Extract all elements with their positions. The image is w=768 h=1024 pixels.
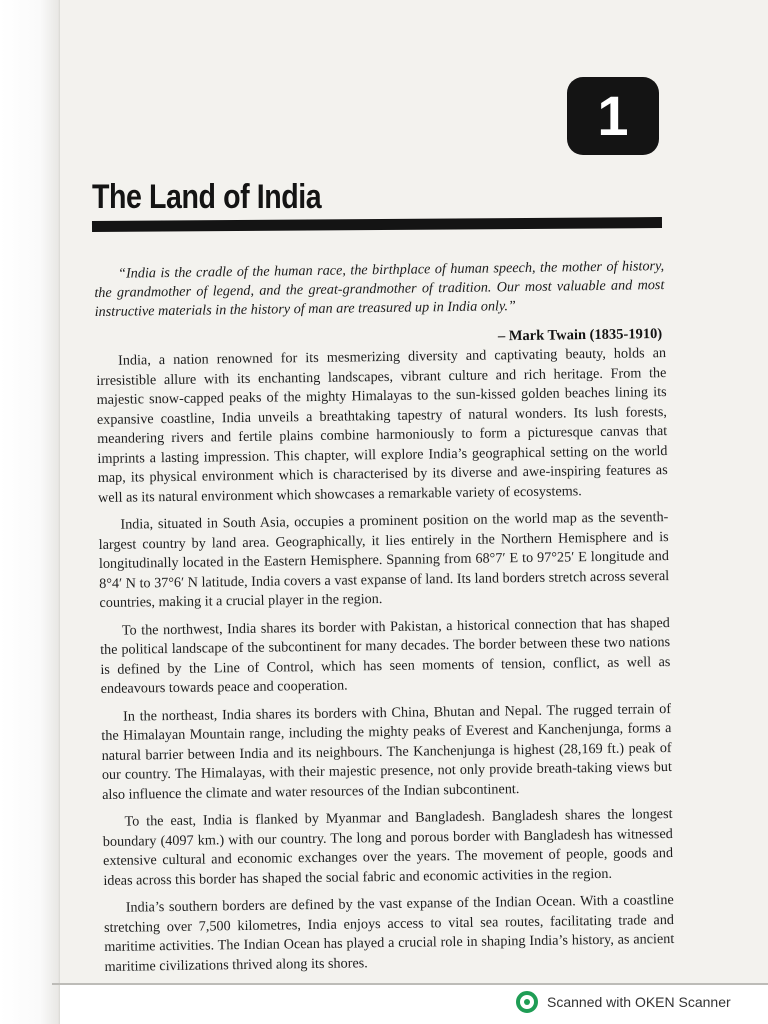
epigraph-attribution: – Mark Twain (1835-1910) [497, 326, 663, 345]
oken-scanner-icon [516, 991, 538, 1013]
watermark-text: Scanned with OKEN Scanner [547, 994, 731, 1010]
paragraph: In the northeast, India shares its borders with China, Bhutan and Nepal. The rugged terrain of the Himalayan Mountain range, including the mighty peaks of Everest and Kanchenjunga, forms a natural barrier between India and its neighbours. The Kanchenjunga is highest (28,169 ft.) peak of our country. The Himalayas, with their majestic presence, not only provide breath-taking views but also influence the climate and water resources of the Indian subcontinent. [101, 700, 672, 803]
paragraph: To the northwest, India shares its border with Pakistan, a historical connection that has shaped the political landscape of the subcontinent for many decades. The border between these two nations is defined by the Line of Control, which has seen moments of tension, conflict, as well as endeavours towards peace and cooperation. [100, 614, 671, 697]
chapter-body [96, 344, 675, 985]
paragraph: India’s southern borders are defined by the vast expanse of the Indian Ocean. With a coastline stretching over 7,500 kilometres, India enjoys access to vital sea routes, facilitating trade and maritime activities. The Indian Ocean has played a crucial role in shaping India’s history, as ancient maritime civilizations thrived along its shores. [103, 891, 675, 975]
paragraph: India, a nation renowned for its mesmerizing diversity and captivating beauty, holds an irresistible allure with its enchanting landscapes, vibrant culture and rich heritage. From the majestic snow-capped peaks of the mighty Himalayas to the sun-kissed golden beaches lining its expansive coastline, India unveils a breathtaking tapestry of natural wonders. Its lush forests, meandering rivers and fertile plains combine harmoniously to form a picturesque canvas that imprints a lasting impression. This chapter, will explore India’s geographical setting on the world map, its physical environment which is characterised by its diverse and awe-inspiring features as well as its natural environment which showcases a remarkable variety of ecosystems. [96, 345, 668, 506]
chapter-number-badge: 1 [567, 77, 659, 155]
page-bottom-edge [52, 983, 768, 985]
paragraph: India, situated in South Asia, occupies a prominent position on the world map as the seventh-largest country by land area. Geographically, it lies entirely in the Northern Hemisphere and is longitudinally located in the Eastern Hemisphere. Spanning from 68°7′ E to 97°25′ E longitude and 8°4′ N to 37°6′ N latitude, India covers a vast expanse of land. Its land borders stretch across several countries, making it a crucial player in the region. [98, 509, 670, 611]
epigraph-quote: “India is the cradle of the human race, the birthplace of human speech, the mother of history, the grandmother of legend, and the great-grandmother of tradition. Our most valuable and most instructive materials in the history of man are treasured up in India only.” [94, 258, 665, 320]
paragraph: To the east, India is flanked by Myanmar and Bangladesh. Bangladesh shares the longest boundary (4097 km.) with our country. The long and porous border with Bangladesh has witnessed extensive cultural and economic exchanges over the years. The movement of people, goods and ideas across this border has shaped the social fabric and economic activities in the region. [102, 805, 674, 889]
scanner-watermark [516, 990, 731, 1014]
chapter-title: The Land of India [92, 178, 322, 216]
book-spine-shadow [0, 0, 60, 1024]
